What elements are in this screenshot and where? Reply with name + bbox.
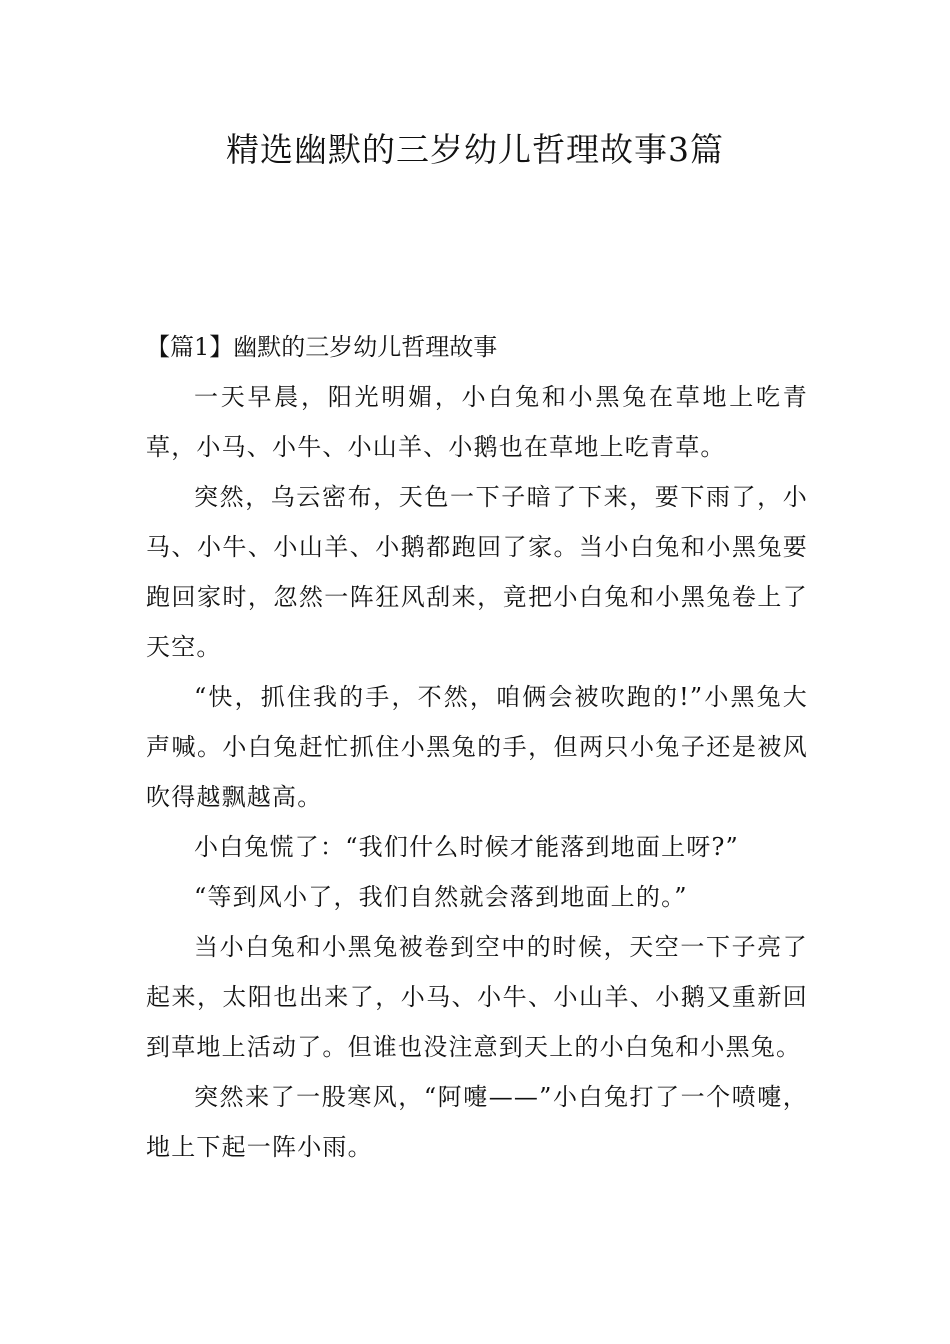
paragraph: 突然，乌云密布，天色一下子暗了下来，要下雨了，小马、小牛、小山羊、小鹅都跑回了家。当小白兔和小黑兔要跑回家时，忽然一阵狂风刮来，竟把小白兔和小黑兔卷上了天空。	[146, 483, 808, 661]
section-heading: 【篇1】幽默的三岁幼儿哲理故事	[146, 333, 498, 361]
paragraph: 当小白兔和小黑兔被卷到空中的时候，天空一下子亮了起来，太阳也出来了，小马、小牛、小山羊、小鹅又重新回到草地上活动了。但谁也没注意到天上的小白兔和小黑兔。	[146, 933, 808, 1061]
paragraph: “等到风小了，我们自然就会落到地面上的。”	[194, 883, 688, 911]
document-body	[146, 322, 808, 1172]
paragraph: 突然来了一股寒风，“阿嚏——”小白兔打了一个喷嚏，地上下起一阵小雨。	[146, 1083, 808, 1161]
document-title: 精选幽默的三岁幼儿哲理故事3篇	[226, 130, 724, 169]
paragraph: 小白兔慌了：“我们什么时候才能落到地面上呀?”	[194, 833, 740, 861]
paragraph: “快，抓住我的手，不然，咱俩会被吹跑的!”小黑兔大声喊。小白兔赶忙抓住小黑兔的手，但两只小兔子还是被风吹得越飘越高。	[146, 683, 808, 811]
paragraph: 一天早晨，阳光明媚，小白兔和小黑兔在草地上吃青草，小马、小牛、小山羊、小鹅也在草地上吃青草。	[146, 383, 808, 461]
